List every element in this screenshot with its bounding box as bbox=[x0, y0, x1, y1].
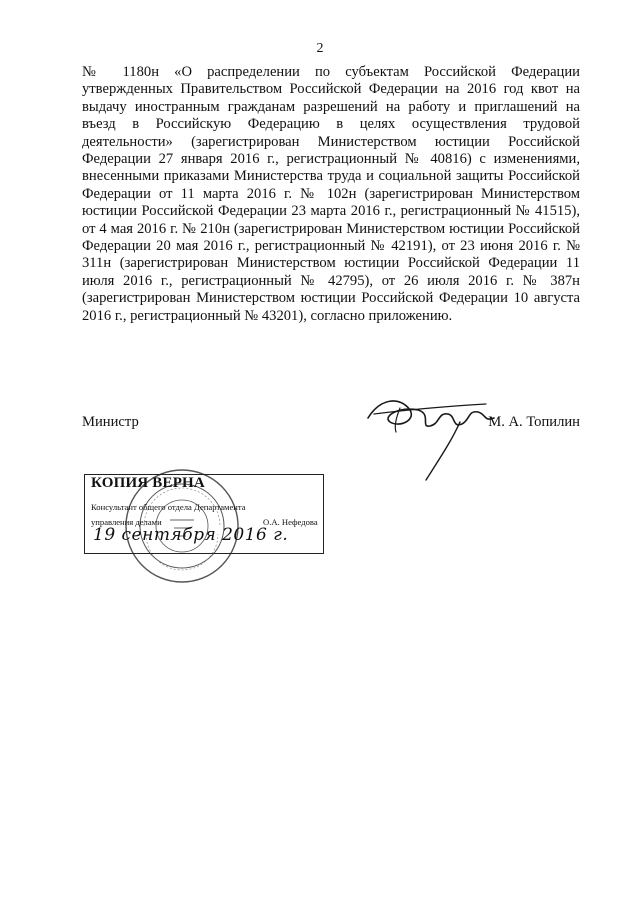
stamp-department: управления делами bbox=[91, 517, 162, 527]
copy-certification-stamp bbox=[84, 466, 324, 596]
signatory-name: М. А. Топилин bbox=[488, 414, 580, 430]
page-number: 2 bbox=[316, 41, 324, 56]
stamp-heading: КОПИЯ ВЕРНА bbox=[91, 475, 205, 491]
stamp-signer: О.А. Нефедова bbox=[263, 517, 318, 527]
stamp-date: 19 сентября 2016 г. bbox=[93, 525, 289, 545]
signatory-title: Министр bbox=[82, 414, 139, 430]
handwritten-signature bbox=[360, 388, 500, 488]
stamp-frame bbox=[84, 474, 324, 554]
stamp-position: Консультант общего отдела Департамента bbox=[91, 502, 246, 512]
body-paragraph: № 1180н «О распределении по субъектам Российской Федерации утвержденных Правительством Российской Федерации на 2016 год квот на выдачу иностранным гражданам разрешений на работу и приглашений на въезд в Российскую Федерацию в целях осуществления трудовой деятельности» (зарегистрирован Министерством юстиции Российской Федерации 27 января 2016 г., регистрационный № 40816) с изменениями, внесенными приказами Министерства труда и социальной защиты Российской Федерации от 11 марта 2016 г. № 102н (зарегистрирован Министерством юстиции Российской Федерации 23 марта 2016 г., регистрационный № 41515), от 4 мая 2016 г. № 210н (зарегистрирован Министерством юстиции Российской Федерации 20 мая 2016 г., регистрационный № 42191), от 23 июня 2016 г. № 311н (зарегистрирован Министерством юстиции Российской Федерации 11 июля 2016 г., регистрационный № 42795), от 26 июля 2016 г. № 387н (зарегистрирован Министерством юстиции Российской Федерации 10 августа 2016 г., регистрационный № 43201), согласно приложению. bbox=[82, 64, 580, 324]
